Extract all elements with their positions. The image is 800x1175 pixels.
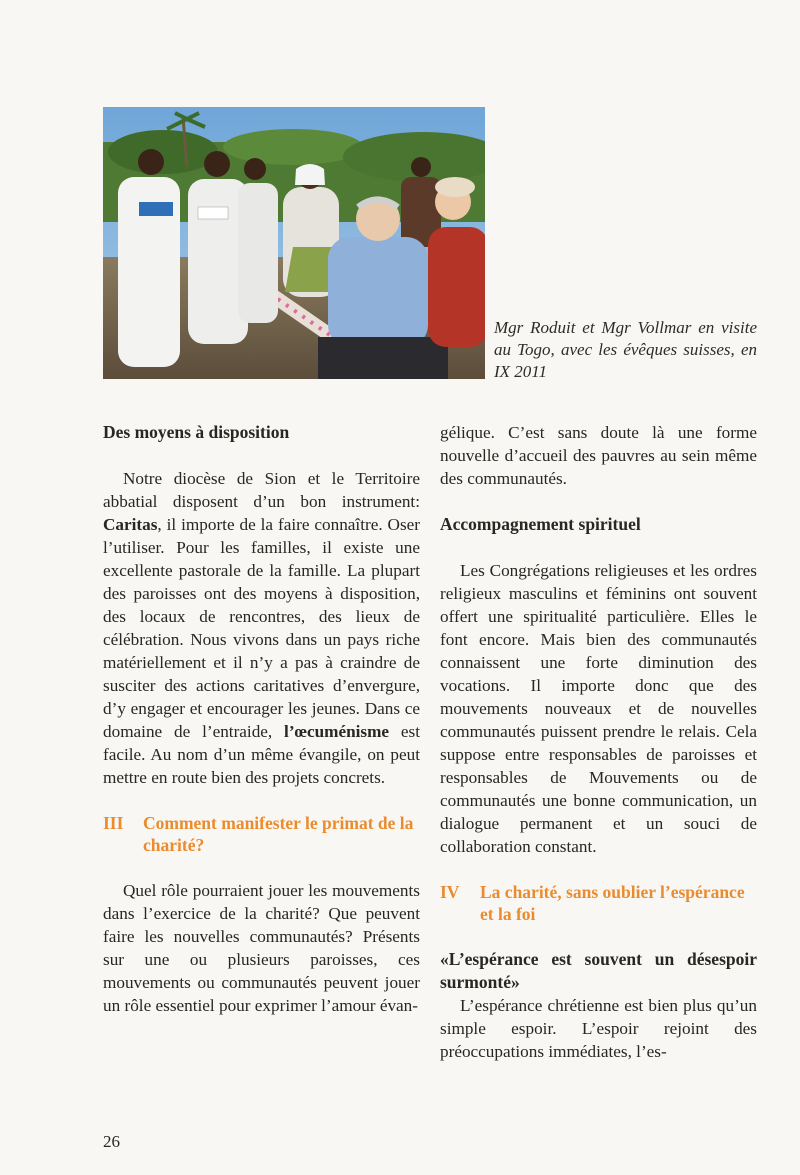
- section-title-accompagnement: Accompagnement spirituel: [440, 514, 641, 534]
- section-title: Comment manifester le primat de la charité?: [143, 813, 414, 855]
- paragraph-continuation: gélique. C’est sans doute là une forme nouvelle d’accueil des pauvres au sein même des communautés.: [440, 423, 757, 488]
- bold-term-oecumenisme: l’œcuménisme: [284, 722, 390, 741]
- photo-illustration: [103, 107, 485, 379]
- paragraph-text: Notre diocèse de Sion et le Territoire abbatial disposent d’un bon instrument:: [103, 469, 420, 511]
- paragraph-text: , il importe de la faire connaître. Oser l’utiliser. Pour les familles, il existe une excellente pastorale de la famille. La plupart des paroisses ont des moyens à disposition, des locaux de rencontres, des lieux de célébration. Nous vivons dans un pays riche matériellement et il n’y a pas à craindre de susciter des actions caritatives d’envergure, d’y engager et encourager les jeunes. Dans ce domaine de l’entraide,: [103, 515, 420, 741]
- paragraph-esperance: L’espérance chrétienne est bien plus qu’un simple espoir. L’espoir rejoint des préoccupations immédiates, l’es-: [440, 996, 757, 1061]
- right-column: [440, 421, 757, 1063]
- page-number: 26: [103, 1132, 120, 1151]
- photo-togo-visit: [103, 107, 485, 379]
- paragraph-mouvements: Quel rôle pourraient jouer les mouvements dans l’exercice de la charité? Que peuvent faire les nouvelles communautés? Présents sur une ou plusieurs paroisses, ces mouvements ou communautés peuvent jouer un rôle essentiel pour exprimer l’amour évan-: [103, 881, 420, 1015]
- section-title: La charité, sans oublier l’espérance et la foi: [480, 882, 745, 924]
- paragraph-text: est facile. Au nom d’un même évangile, on peut mettre en route bien des projets concrets.: [103, 722, 420, 787]
- paragraph-moyens: [103, 467, 420, 789]
- section-number: IV: [440, 882, 460, 902]
- paragraph-congregations: Les Congrégations religieuses et les ordres religieux masculins et féminins ont souvent offert une spiritualité particulière. Elles le font encore. Mais bien des communautés connaissent une forte diminution des vocations. Il importe donc que des mouvements nouveaux et de nouvelles communautés puissent prendre le relais. Cela suppose entre responsables de paroisses et responsables de Mouvements ou de communautés une bonne communication, un dialogue permanent et un souci de collaboration constant.: [440, 561, 757, 856]
- bold-term-caritas: Caritas: [103, 515, 158, 534]
- section-number: III: [103, 813, 124, 833]
- section-heading-iii: [103, 812, 420, 856]
- photo-caption: Mgr Roduit et Mgr Vollmar en visite au Togo, avec les évêques suisses, en IX 2011: [494, 318, 757, 381]
- left-column: [103, 421, 420, 1017]
- quote-title: «L’espérance est souvent un désespoir surmonté»: [440, 949, 757, 992]
- section-title-moyens: Des moyens à disposition: [103, 422, 290, 442]
- section-heading-iv: [440, 881, 757, 925]
